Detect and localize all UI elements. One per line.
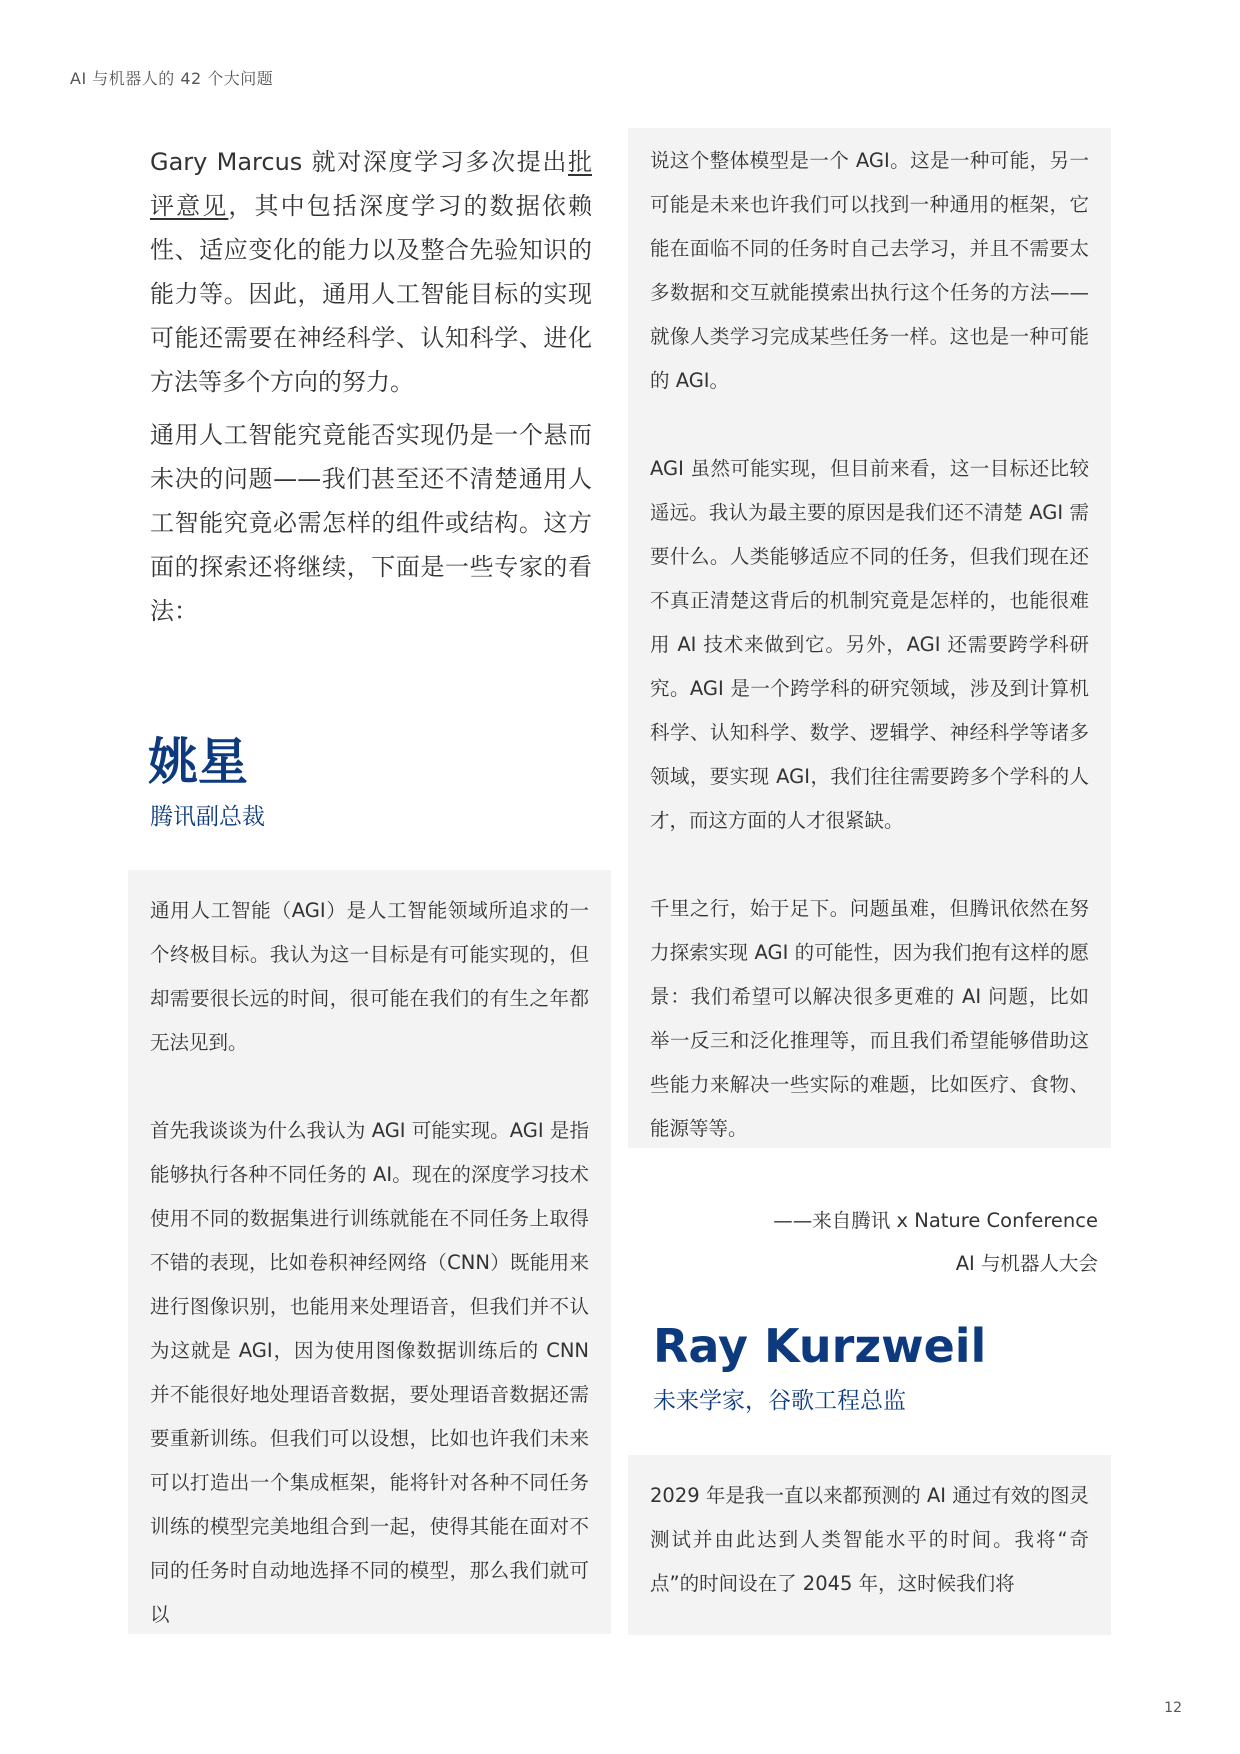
expert-name-yao-xing: 姚星 [148,733,248,791]
quote-paragraph: 说这个整体模型是一个 AGI。这是一种可能，另一可能是未来也许我们可以找到一种通用的框架，它能在面临不同的任务时自己去学习，并且不需要太多数据和交互就能摸索出执行这个任务的方法——就像人类学习完成某些任务一样。这也是一种可能的 AGI。 [650,149,1089,392]
quote-paragraph: 2029 年是我一直以来都预测的 AI 通过有效的图灵测试并由此达到人类智能水平的时间。我将“奇点”的时间设在了 2045 年，这时候我们将 [650,1484,1089,1595]
quote-paragraph: 千里之行，始于足下。问题虽难，但腾讯依然在努力探索实现 AGI 的可能性，因为我们抱有这样的愿景：我们希望可以解决很多更难的 AI 问题，比如举一反三和泛化推理等，而且我们希望能够借助这些能力来解决一些实际的难题，比如医疗、食物、能源等等。 [650,897,1089,1140]
quote-paragraph: AGI 虽然可能实现，但目前来看，这一目标还比较遥远。我认为最主要的原因是我们还不清楚 AGI 需要什么。人类能够适应不同的任务，但我们现在还不真正清楚这背后的机制究竟是怎样的，也能很难用 AI 技术来做到它。另外，AGI 还需要跨学科研究。AGI 是一个跨学科的研究领域，涉及到计算机科学、认知科学、数学、逻辑学、神经科学等诸多领域，要实现 AGI，我们往往需要跨多个学科的人才，而这方面的人才很紧缺。 [650,457,1089,832]
intro-text-before-link: Gary Marcus 就对深度学习多次提出 [150,148,568,176]
quote-paragraph: 首先我谈谈为什么我认为 AGI 可能实现。AGI 是指能够执行各种不同任务的 AI。现在的深度学习技术使用不同的数据集进行训练就能在不同任务上取得不错的表现，比如卷积神经网络（CNN）既能用来进行图像识别，也能用来处理语音，但我们并不认为这就是 AGI，因为使用图像数据训练后的 CNN 并不能很好地处理语音数据，要处理语音数据还需要重新训练。但我们可以设想，比如也许我们未来可以打造出一个集成框架，能将针对各种不同任务训练的模型完美地组合到一起，使得其能在面对不同的任务时自动地选择不同的模型，那么我们就可以 [150,1119,589,1626]
quote-box-ray-kurzweil [628,1455,1111,1635]
expert-name-ray-kurzweil: Ray Kurzweil [653,1319,987,1373]
expert-title-yao-xing: 腾讯副总裁 [150,804,265,830]
quote-attribution [658,1199,1098,1285]
expert-title-ray-kurzweil: 未来学家，谷歌工程总监 [653,1388,906,1414]
running-header: AI 与机器人的 42 个大问题 [70,69,274,88]
intro-paragraph-1 [150,140,592,404]
intro-text-after-link: ，其中包括深度学习的数据依赖性、适应变化的能力以及整合先验知识的能力等。因此，通用人工智能目标的实现可能还需要在神经科学、认知科学、进化方法等多个方向的努力。 [150,192,592,396]
criticism-link[interactable]: 批评意见 [150,148,592,220]
page-number: 12 [1164,1700,1182,1716]
attribution-line: ——来自腾讯 x Nature Conference [773,1209,1098,1232]
attribution-line: AI 与机器人大会 [955,1252,1098,1275]
quote-box-yao-xing-col1 [128,870,611,1634]
quote-box-yao-xing-col2 [628,128,1111,1148]
quote-paragraph: 通用人工智能（AGI）是人工智能领域所追求的一个终极目标。我认为这一目标是有可能实现的，但却需要很长远的时间，很可能在我们的有生之年都无法见到。 [150,899,589,1054]
intro-paragraph-2: 通用人工智能究竟能否实现仍是一个悬而未决的问题——我们甚至还不清楚通用人工智能究竟必需怎样的组件或结构。这方面的探索还将继续，下面是一些专家的看法： [150,421,592,625]
